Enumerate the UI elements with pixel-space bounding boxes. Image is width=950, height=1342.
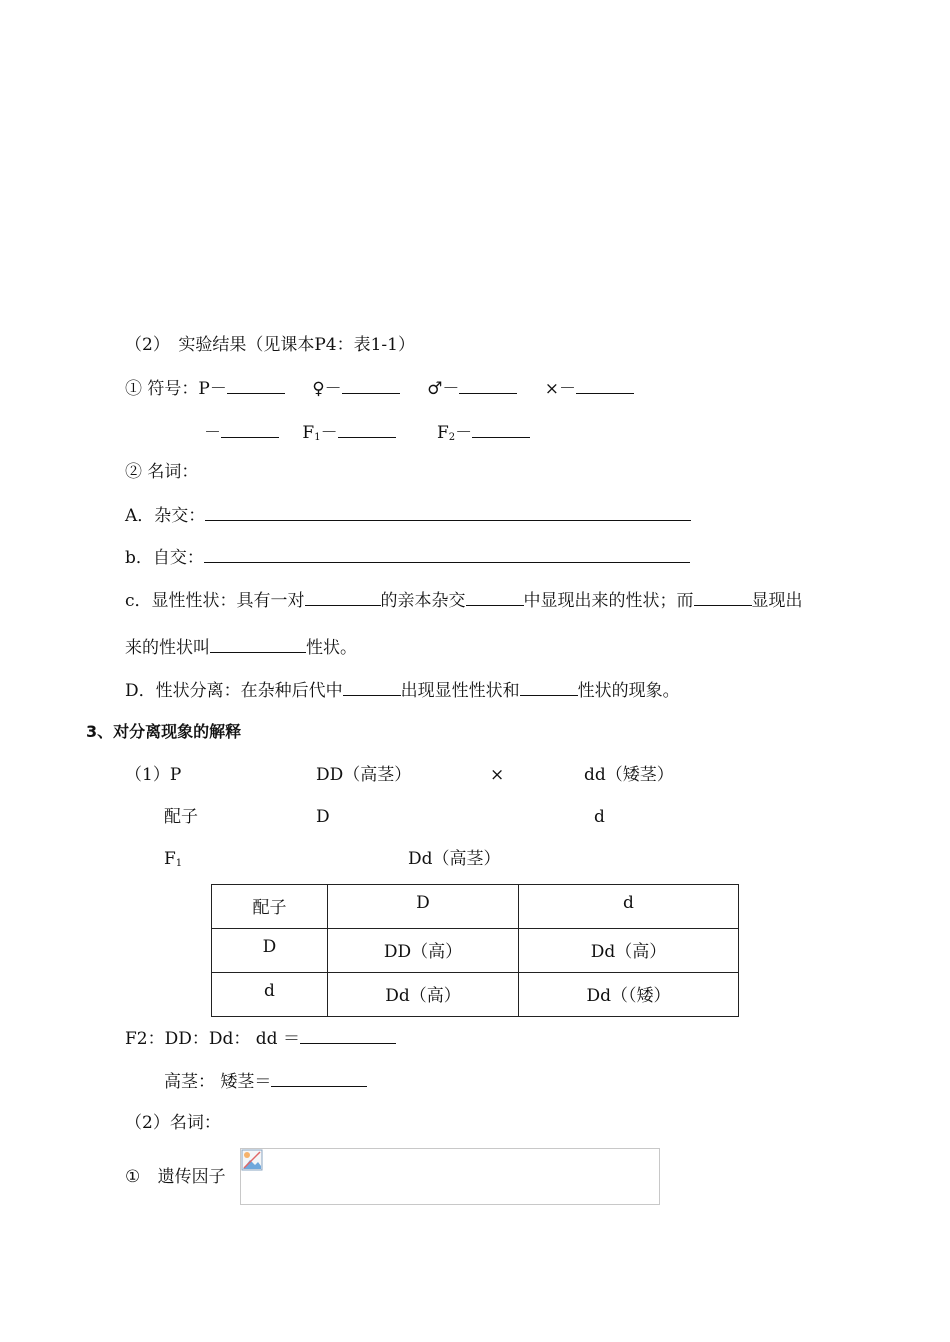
blank-c3[interactable] <box>694 589 752 606</box>
blank-selfing[interactable] <box>221 421 279 438</box>
f1-genotype: Dd（高茎） <box>408 849 501 869</box>
cross-symbol: ×－ <box>544 379 576 399</box>
table-cell: D <box>328 885 519 929</box>
blank-f2[interactable] <box>472 421 530 438</box>
term-c-line-2: 来的性状叫 性状。 <box>125 638 357 658</box>
p-label: （1）P <box>125 765 182 785</box>
blank-c4[interactable] <box>210 636 306 653</box>
table-cell: d <box>519 885 739 929</box>
term-d-line: D．性状分离：在杂种后代中 出现显性性状和 性状的现象。 <box>125 681 680 701</box>
term-1-number: ① <box>125 1167 141 1187</box>
gamete-label: 配子 <box>164 807 198 827</box>
male-symbol: ♂－ <box>427 379 460 399</box>
table-cell: 配子 <box>212 885 328 929</box>
punnett-square <box>211 884 739 1017</box>
blank-term-a[interactable] <box>205 504 691 521</box>
female-symbol: ♀－ <box>312 379 342 399</box>
gamete-d: d <box>594 807 605 827</box>
terms-title: ② 名词： <box>125 462 199 482</box>
table-row <box>212 885 739 929</box>
symbols-prefix: ① 符号：P－ <box>125 379 227 399</box>
cross-symbol-p: × <box>490 765 505 785</box>
blank-f1[interactable] <box>338 421 396 438</box>
table-cell: Dd（高） <box>328 973 519 1017</box>
f2-symbol: $F_2-$ <box>436 423 473 443</box>
blank-female[interactable] <box>342 377 400 394</box>
table-cell: D <box>212 929 328 973</box>
terms-title-2: （2）名词： <box>125 1113 221 1133</box>
term-a-label: A．杂交： <box>125 506 206 526</box>
section-3-heading: 3、对分离现象的解释 <box>86 722 242 741</box>
f2-ratio-line: F2：DD：Dd： dd ＝ <box>125 1027 396 1050</box>
term-c-line: c．显性性状：具有一对 的亲本杂交 中显现出来的性状；而 显现出 <box>125 591 803 611</box>
blank-cross[interactable] <box>576 377 634 394</box>
blank-c2[interactable] <box>466 589 524 606</box>
table-cell: Dd（（矮） <box>519 973 739 1017</box>
blank-p[interactable] <box>227 377 285 394</box>
table-cell: DD（高） <box>328 929 519 973</box>
blank-d2[interactable] <box>520 679 578 696</box>
term-a-line <box>125 504 691 527</box>
p-short-parent: dd（矮茎） <box>584 765 674 785</box>
broken-image-icon <box>241 1149 263 1171</box>
term-b-label: b．自交： <box>125 548 204 568</box>
blank-c1[interactable] <box>305 589 381 606</box>
f1-symbol: $F_1-$ <box>302 423 338 443</box>
f1-label: $F_1$ <box>164 849 183 869</box>
answer-image-box <box>240 1148 660 1205</box>
term-1-line <box>125 1166 226 1188</box>
table-cell: Dd（高） <box>519 929 739 973</box>
section-2-heading: （2） 实验结果（见课本P4：表1-1） <box>125 335 415 355</box>
blank-male[interactable] <box>459 377 517 394</box>
blank-f2-ratio[interactable] <box>300 1027 396 1044</box>
term-b-line <box>125 546 690 569</box>
term-1-label: 遗传因子 <box>157 1167 226 1187</box>
symbols-line <box>125 377 634 400</box>
table-row <box>212 929 739 973</box>
symbols-line-2 <box>204 421 530 449</box>
p-tall-parent: DD（高茎） <box>316 765 412 785</box>
blank-term-b[interactable] <box>204 546 690 563</box>
selfing-symbol: － <box>204 423 221 443</box>
blank-f2-pheno[interactable] <box>271 1070 367 1087</box>
gamete-D: D <box>316 807 330 827</box>
table-cell: d <box>212 973 328 1017</box>
blank-d1[interactable] <box>343 679 401 696</box>
table-row <box>212 973 739 1017</box>
f2-pheno-line: 高茎： 矮茎＝ <box>164 1070 367 1093</box>
